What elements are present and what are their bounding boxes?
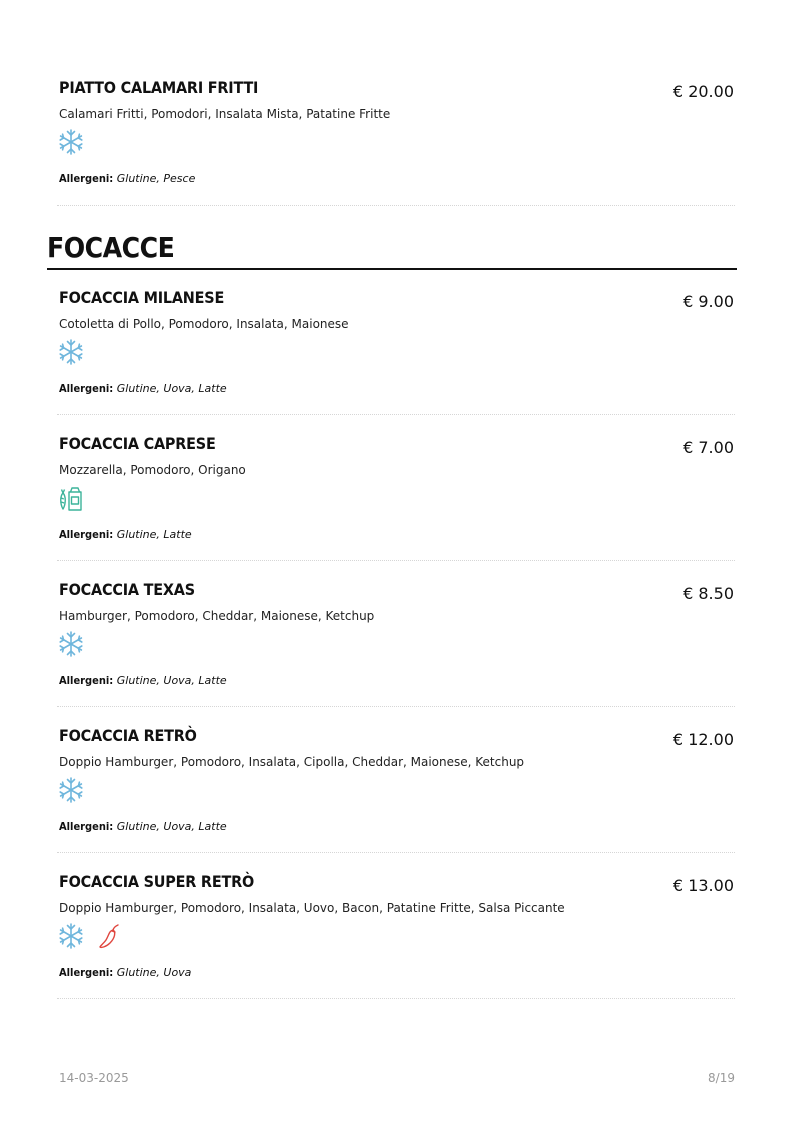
item-price: € 8.50 bbox=[683, 584, 734, 603]
item-icons bbox=[57, 776, 85, 804]
item-name: FOCACCIA CAPRESE bbox=[59, 434, 216, 453]
chili-pepper-icon bbox=[95, 922, 123, 950]
item-icons bbox=[57, 128, 85, 156]
item-price: € 20.00 bbox=[672, 82, 734, 101]
item-name: PIATTO CALAMARI FRITTI bbox=[59, 78, 259, 97]
item-allergens bbox=[59, 674, 227, 688]
item-name: FOCACCIA RETRÒ bbox=[59, 726, 197, 745]
allergens-list: Glutine, Latte bbox=[116, 528, 192, 541]
snowflake-icon bbox=[57, 776, 85, 804]
allergens-list: Glutine, Uova, Latte bbox=[116, 674, 227, 687]
item-allergens bbox=[59, 528, 192, 542]
item-allergens bbox=[59, 172, 195, 186]
item-description: Doppio Hamburger, Pomodoro, Insalata, Uovo, Bacon, Patatine Fritte, Salsa Piccante bbox=[59, 901, 565, 915]
item-price: € 12.00 bbox=[672, 730, 734, 749]
item-name: FOCACCIA SUPER RETRÒ bbox=[59, 872, 254, 891]
footer-date: 14-03-2025 bbox=[59, 1071, 129, 1085]
item-price: € 7.00 bbox=[683, 438, 734, 457]
item-price: € 9.00 bbox=[683, 292, 734, 311]
item-allergens bbox=[59, 966, 191, 980]
item-icons bbox=[57, 338, 85, 366]
allergens-label: Allergeni: bbox=[59, 820, 114, 833]
section-divider bbox=[47, 268, 737, 270]
allergens-list: Glutine, Uova, Latte bbox=[116, 382, 227, 395]
item-icons bbox=[57, 630, 85, 658]
item-allergens bbox=[59, 820, 227, 834]
item-icons bbox=[57, 922, 123, 950]
allergens-list: Glutine, Pesce bbox=[116, 172, 196, 185]
menu-item bbox=[57, 288, 735, 415]
allergens-label: Allergeni: bbox=[59, 172, 114, 185]
allergens-label: Allergeni: bbox=[59, 966, 114, 979]
vegetarian-icon bbox=[57, 484, 85, 512]
allergens-label: Allergeni: bbox=[59, 382, 114, 395]
item-description: Mozzarella, Pomodoro, Origano bbox=[59, 463, 246, 477]
menu-item bbox=[57, 726, 735, 853]
menu-item bbox=[57, 78, 735, 206]
snowflake-icon bbox=[57, 630, 85, 658]
item-description: Calamari Fritti, Pomodori, Insalata Mista, Patatine Fritte bbox=[59, 107, 391, 121]
allergens-label: Allergeni: bbox=[59, 528, 114, 541]
page-number: 8/19 bbox=[708, 1071, 735, 1085]
item-name: FOCACCIA MILANESE bbox=[59, 288, 225, 307]
allergens-list: Glutine, Uova, Latte bbox=[116, 820, 227, 833]
item-price: € 13.00 bbox=[672, 876, 734, 895]
item-icons bbox=[57, 484, 85, 512]
menu-item bbox=[57, 872, 735, 999]
item-name: FOCACCIA TEXAS bbox=[59, 580, 195, 599]
snowflake-icon bbox=[57, 128, 85, 156]
item-allergens bbox=[59, 382, 227, 396]
item-description: Hamburger, Pomodoro, Cheddar, Maionese, Ketchup bbox=[59, 609, 375, 623]
snowflake-icon bbox=[57, 922, 85, 950]
item-description: Cotoletta di Pollo, Pomodoro, Insalata, Maionese bbox=[59, 317, 349, 331]
allergens-label: Allergeni: bbox=[59, 674, 114, 687]
section-title: FOCACCE bbox=[47, 231, 175, 264]
allergens-list: Glutine, Uova bbox=[116, 966, 192, 979]
item-description: Doppio Hamburger, Pomodoro, Insalata, Cipolla, Cheddar, Maionese, Ketchup bbox=[59, 755, 525, 769]
snowflake-icon bbox=[57, 338, 85, 366]
menu-item bbox=[57, 434, 735, 561]
menu-item bbox=[57, 580, 735, 707]
